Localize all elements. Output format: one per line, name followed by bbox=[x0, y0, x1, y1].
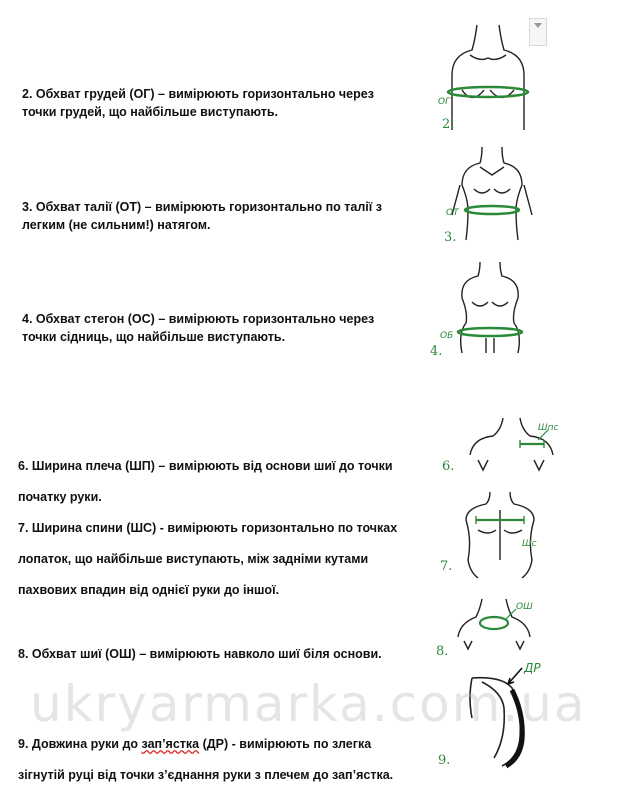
item-9-line2: зігнутій руці від точки з’єднання руки з плечем до зап’ястка. bbox=[18, 768, 394, 782]
label-dr: ДР bbox=[524, 661, 541, 675]
item-6-line1: 6. Ширина плеча (ШП) – вимірюють від основи шиї до точки bbox=[18, 459, 393, 473]
label-og: ОГ bbox=[438, 97, 451, 107]
label-ot: ОТ bbox=[446, 208, 459, 218]
item-4-line1: 4. Обхват стегон (ОС) – вимірюють горизонтально через bbox=[22, 312, 375, 326]
figure-shoulder bbox=[438, 410, 568, 475]
figure-waist bbox=[440, 145, 545, 245]
figure-number-3: 3. bbox=[444, 230, 457, 245]
item-9-prefix: 9. Довжина руки до bbox=[18, 737, 142, 751]
item-2-line2: точки грудей, що найбільше виступають. bbox=[22, 105, 278, 119]
item-9-line1 bbox=[18, 735, 371, 753]
item-7-line1: 7. Ширина спини (ШС) - вимірюють горизонтально по точках bbox=[18, 521, 398, 535]
item-7-line2: лопаток, що найбільше виступають, між задніми кутами bbox=[18, 552, 369, 566]
watermark: ukryarmarka.com.ua bbox=[30, 675, 587, 733]
figure-number-6: 6. bbox=[442, 459, 455, 474]
label-osh: ОШ bbox=[516, 602, 533, 612]
figure-number-8: 8. bbox=[436, 644, 449, 659]
item-9-misspelt-word: зап’ястка bbox=[141, 737, 200, 751]
item-2-line1: 2. Обхват грудей (ОГ) – вимірюють горизонтально через bbox=[22, 87, 374, 101]
figure-number-9: 9. bbox=[438, 753, 451, 768]
item-7-line3: пахвових впадин від однієї руки до іншої. bbox=[18, 583, 280, 597]
label-shps: Шпс bbox=[538, 423, 559, 433]
item-3-line2: легким (не сильним!) натягом. bbox=[22, 218, 211, 232]
label-shs: Шс bbox=[522, 539, 537, 549]
figure-number-7: 7. bbox=[440, 559, 453, 574]
item-3-line1: 3. Обхват талії (ОТ) – вимірюють горизонтально по талії з bbox=[22, 200, 382, 214]
figure-neck bbox=[434, 597, 554, 662]
figure-number-4: 4. bbox=[430, 344, 443, 358]
figure-bust bbox=[432, 20, 542, 135]
item-6-line2: початку руки. bbox=[18, 490, 102, 504]
figure-number-2: 2. bbox=[442, 117, 455, 132]
figure-back bbox=[438, 490, 558, 580]
item-4-line2: точки сідниць, що найбільше виступають. bbox=[22, 330, 286, 344]
figure-hips bbox=[428, 258, 533, 358]
label-ob: ОБ bbox=[440, 331, 454, 341]
item-8-line1: 8. Обхват шиї (ОШ) – вимірюють навколо шиї біля основи. bbox=[18, 647, 382, 661]
item-9-suffix: (ДР) - вимірюють по злегка bbox=[199, 737, 372, 751]
